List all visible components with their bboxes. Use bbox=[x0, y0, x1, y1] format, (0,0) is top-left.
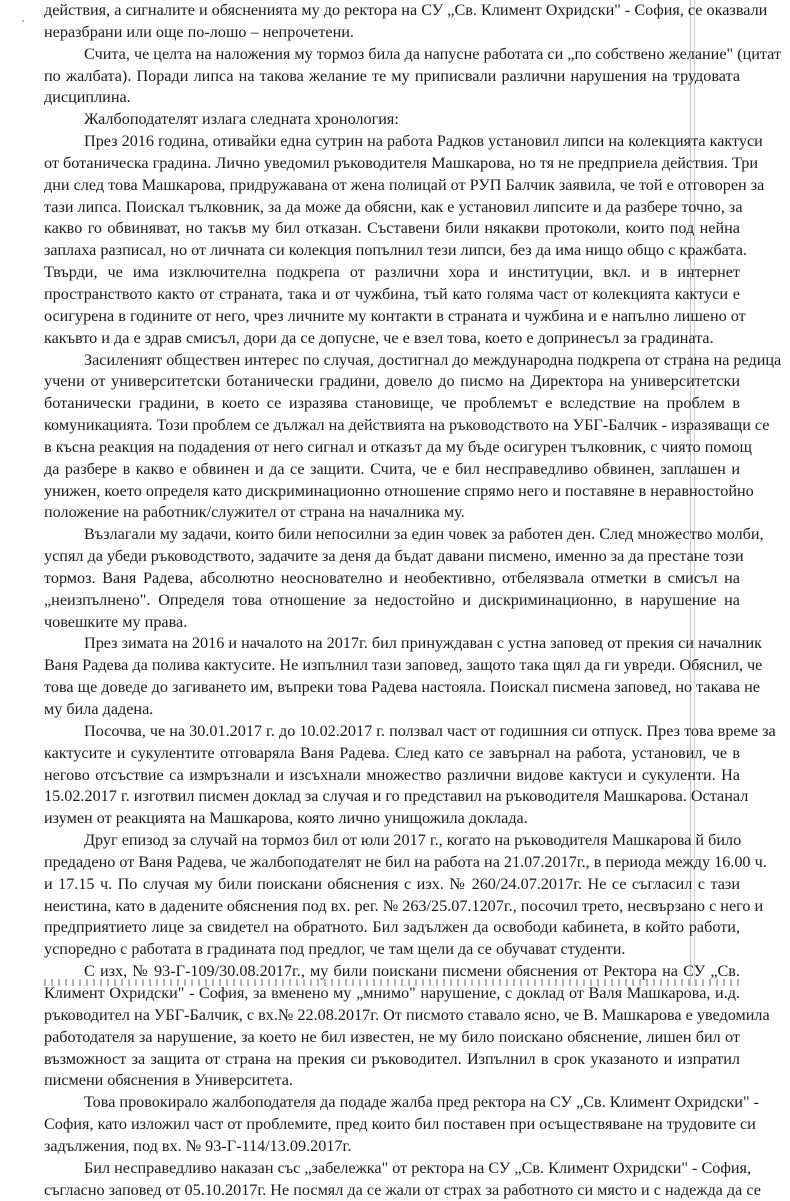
text-line: „неизпълнено". Определя това отношение за недостойно и дискриминационно, в нарушение на bbox=[44, 590, 740, 609]
text-line: унижен, което определя като дискриминационно отношение спрямо него и поставяне в неравностойно bbox=[44, 481, 754, 500]
text-line: в късна реакция на подадения от него сигнал и отказът да му бъде осигурен тълковник, с чиято помощ bbox=[44, 437, 753, 456]
text-line: Жалбоподателят излага следната хронология: bbox=[84, 110, 399, 129]
text-line: какво го обвиняват, но такъв му бил отказан. Съставени били някакви протоколи, които под нейна bbox=[44, 219, 740, 238]
text-line: пространството както от страната, така и от чужбина, тъй като голяма част от колекцията кактуси е bbox=[44, 284, 740, 303]
text-line: от ботаническа градина. Лично уведомил ръководителя Машкарова, но тя не предприела действия. Три bbox=[44, 153, 759, 172]
text-line: положение на работник/служител от страна на началника му. bbox=[44, 503, 465, 522]
text-line: осигурена в годините от него, чрез личните му контакти в страната и чужбина и е напълно лишено от bbox=[44, 306, 746, 325]
text-line: Климент Охридски" - София, за вменено му „мнимо" нарушение, с доклад от Валя Машкарова, и.д. bbox=[44, 983, 740, 1002]
text-line: това ще доведе до загиването им, въпреки това Радева настояла. Поискал писмена заповед, но такава не bbox=[44, 678, 760, 697]
text-line: Твърди, че има изключителна подкрепа от различни хора и институции, вкл. и в интернет bbox=[44, 263, 740, 282]
text-line: дисциплина. bbox=[44, 88, 131, 107]
text-line: комуникацията. Този проблем се дължал на действията на ръководството на УБГ-Балчик - изразяващи се bbox=[44, 416, 770, 435]
text-line: Счита, че целта на наложения му тормоз била да напусне работата си „по собствено желание" (цитат bbox=[84, 44, 782, 63]
text-line: по жалбата). Поради липса на такова желание те му приписвали различни нарушения на трудовата bbox=[44, 66, 740, 85]
text-line: ръководител на УБГ-Балчик, с вх.№ 22.08.2017г. От писмото ставало ясно, че В. Машкарова е уведомила bbox=[44, 1005, 770, 1024]
text-line: Това провокирало жалбоподателя да подаде жалба пред ректора на СУ „Св. Климент Охридски" - bbox=[84, 1093, 760, 1112]
text-line: Ваня Радева да полива кактусите. Не изпълнил тази заповед, защото така щял да ги увреди. Обяснил, че bbox=[44, 656, 763, 675]
text-line: Бил несправедливо наказан със „забележка" от ректора на СУ „Св. Климент Охридски" - София, bbox=[84, 1158, 752, 1177]
text-line: Възлагали му задачи, които били непосилни за един човек за работен ден. След множество молби, bbox=[84, 525, 764, 544]
text-line: учени от университетски ботанически градини, довело до писмо на Директора на университетски bbox=[44, 372, 740, 391]
text-line: тази липса. Поискал тълковник, за да може да обясни, как е установил липсите и да разбере точно, за bbox=[44, 197, 743, 216]
text-line: предприятието лице за свидетел на обратното. Бил задължен да освободи кабинета, в който работи, bbox=[44, 918, 740, 937]
text-line: 15.02.2017 г. изготвил писмен доклад за случая и го представил на ръководителя Машкарова. Останал bbox=[44, 787, 749, 806]
text-line: успоредно с работата в градината под предлог, че там щели да се обучават студенти. bbox=[44, 940, 626, 959]
text-line: негово отсъствие са измръзнали и изсъхнали множество различни видове кактуси и сукуленти. На bbox=[44, 765, 740, 784]
text-line: С изх, № 93-Г-109/30.08.2017г., му били поискани писмени обяснения от Ректора на СУ „Св. bbox=[84, 962, 740, 981]
text-line: дни след това Машкарова, придружавана от жена полицай от РУП Балчик заявила, че той е отговорен за bbox=[44, 175, 765, 194]
text-line: ботанически градини, в което се изразява становище, че проблемът е вследствие на проблем в bbox=[44, 394, 740, 413]
text-line: През 2016 година, отивайки една сутрин на работа Радков установил липси на колекцията кактуси bbox=[84, 132, 763, 151]
text-line: Друг епизод за случай на тормоз бил от юли 2017 г., когато на ръководителя Машкарова й било bbox=[84, 831, 742, 850]
text-line: какъвто и да е здрав смисъл, дори да се допусне, че е взел това, което е допринесъл за градината. bbox=[44, 328, 714, 347]
text-line: изумен от реакцията на Машкарова, която лично унищожила доклада. bbox=[44, 809, 528, 828]
text-line: неистина, като в дадените обяснения под вх. рег. № 263/25.07.1207г., посочил трето, несвързано с него и bbox=[44, 896, 764, 915]
scan-speck bbox=[22, 20, 24, 22]
text-line: успял да убеди ръководството, задачите за деня да бъдат давани писмено, именно за да престане този bbox=[44, 547, 744, 566]
text-line: Посочва, че на 30.01.2017 г. до 10.02.2017 г. ползвал част от годишния си отпуск. През това време за bbox=[84, 721, 776, 740]
text-line: действия, а сигналите и обясненията му до ректора на СУ „Св. Климент Охридски" - София, се оказвали bbox=[44, 1, 768, 19]
text-line: неразбрани или още по-лошо – непрочетени. bbox=[44, 22, 354, 41]
text-line: задължения, под вх. № 93-Г-114/13.09.2017г. bbox=[44, 1136, 352, 1155]
text-line: и 17.15 ч. По случая му били поискани обяснения с изх. № 260/24.07.2017г. Не се съгласил с тази bbox=[44, 874, 740, 893]
text-line: заплаха разписал, но от личната си колекция попълнил тези липси, без да има нищо общо с кражбата. bbox=[44, 241, 747, 260]
text-line: да разбере в какво е обвинен и да се защити. Счита, че е бил несправедливо обвинен, заплашен и bbox=[44, 459, 740, 478]
text-line: писмени обяснения в Университета. bbox=[44, 1071, 294, 1090]
text-line: работодателя за нарушение, за което не бил известен, не му било поискано обяснение, лишен бил от bbox=[44, 1027, 740, 1046]
text-line: кактусите и сукулентите отговаряла Ваня Радева. След като се завърнал на работа, установил, че в bbox=[44, 743, 740, 762]
text-line: възможност за защита от страна на прекия си ръководител. Изпълнил в срок указаното и изпратил bbox=[44, 1049, 740, 1068]
text-line: предадено от Ваня Радева, че жалбоподателят не бил на работа на 21.07.2017г., в периода между 16.00 ч. bbox=[44, 852, 767, 871]
text-line: му била дадена. bbox=[44, 700, 154, 718]
text-line: През зимата на 2016 и началото на 2017г. бил принуждаван с устна заповед от прекия си началник bbox=[84, 634, 763, 653]
document-body bbox=[44, 0, 782, 1201]
text-line: човешките му права. bbox=[44, 612, 188, 631]
text-line: тормоз. Ваня Радева, абсолютно неоснователно и необективно, отбелязвала отметки в смисъл на bbox=[44, 568, 740, 587]
text-line: съгласно заповед от 05.10.2017г. Не посмял да се жали от страх за работното си място и с надежда да се bbox=[44, 1180, 761, 1199]
text-line: Засиленият обществен интерес по случая, достигнал до международна подкрепа от страна на редица bbox=[84, 350, 782, 369]
text-line: София, като изложил част от проблемите, пред които бил поставен при осъществяване на трудовите си bbox=[44, 1115, 756, 1134]
